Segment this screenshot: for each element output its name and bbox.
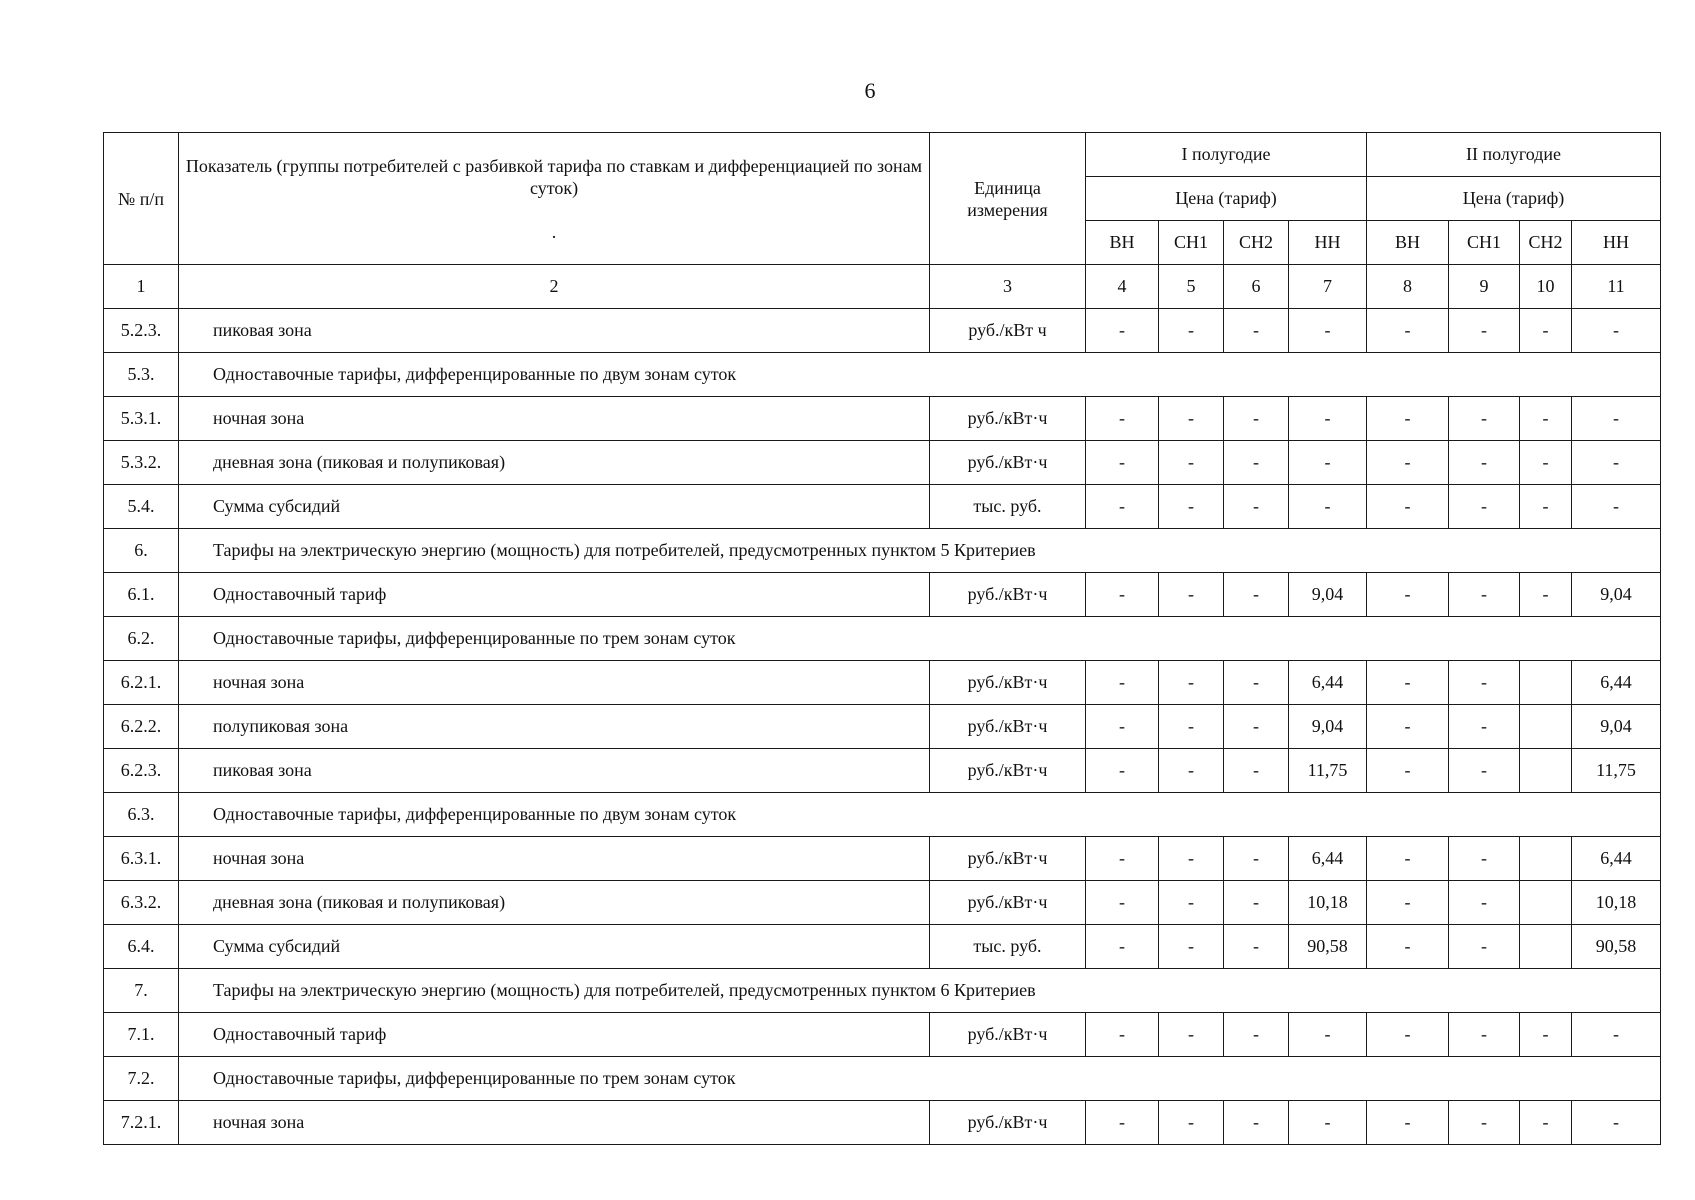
value-cell: - [1572, 441, 1661, 485]
column-number: 4 [1086, 265, 1159, 309]
value-cell: - [1367, 881, 1449, 925]
value-cell: - [1520, 441, 1572, 485]
header-level: НН [1572, 221, 1661, 265]
unit-cell: руб./кВт·ч [930, 573, 1086, 617]
value-cell: - [1224, 837, 1289, 881]
row-number: 6.3.1. [104, 837, 179, 881]
row-number: 6.1. [104, 573, 179, 617]
value-cell: - [1367, 397, 1449, 441]
table-row [104, 837, 1661, 881]
indicator-name: ночная зона [179, 397, 930, 441]
header-level: НН [1289, 221, 1367, 265]
indicator-name: полупиковая зона [179, 705, 930, 749]
value-cell: - [1367, 705, 1449, 749]
value-cell: - [1289, 397, 1367, 441]
unit-cell: руб./кВт·ч [930, 441, 1086, 485]
unit-cell: руб./кВт·ч [930, 749, 1086, 793]
value-cell: - [1224, 1013, 1289, 1057]
row-number: 6.3.2. [104, 881, 179, 925]
value-cell: - [1224, 661, 1289, 705]
header-level: СН2 [1224, 221, 1289, 265]
table-row [104, 1101, 1661, 1145]
indicator-name: Одноставочный тариф [179, 573, 930, 617]
value-cell: - [1367, 661, 1449, 705]
value-cell: - [1224, 925, 1289, 969]
section-title: Одноставочные тарифы, дифференцированные по двум зонам суток [179, 793, 1661, 837]
value-cell: - [1449, 1013, 1520, 1057]
value-cell: 10,18 [1572, 881, 1661, 925]
column-number: 5 [1159, 265, 1224, 309]
row-number: 7. [104, 969, 179, 1013]
value-cell: - [1159, 837, 1224, 881]
table-row [104, 1013, 1661, 1057]
value-cell: - [1289, 441, 1367, 485]
value-cell: - [1159, 881, 1224, 925]
header-level: СН2 [1520, 221, 1572, 265]
section-row [104, 617, 1661, 661]
value-cell: - [1159, 705, 1224, 749]
value-cell: - [1572, 1101, 1661, 1145]
value-cell: 9,04 [1572, 573, 1661, 617]
value-cell: - [1159, 1013, 1224, 1057]
value-cell [1520, 881, 1572, 925]
column-number: 3 [930, 265, 1086, 309]
value-cell: - [1224, 705, 1289, 749]
indicator-name: ночная зона [179, 837, 930, 881]
value-cell: - [1449, 837, 1520, 881]
value-cell: - [1520, 485, 1572, 529]
value-cell [1520, 661, 1572, 705]
value-cell [1520, 749, 1572, 793]
value-cell: - [1449, 309, 1520, 353]
header-price-2: Цена (тариф) [1367, 177, 1661, 221]
column-number: 11 [1572, 265, 1661, 309]
header-level: ВН [1086, 221, 1159, 265]
indicator-name: Одноставочный тариф [179, 1013, 930, 1057]
value-cell: - [1224, 309, 1289, 353]
row-number: 7.2.1. [104, 1101, 179, 1145]
value-cell: - [1449, 661, 1520, 705]
value-cell: 9,04 [1572, 705, 1661, 749]
value-cell: - [1572, 309, 1661, 353]
row-number: 5.4. [104, 485, 179, 529]
indicator-name: дневная зона (пиковая и полупиковая) [179, 441, 930, 485]
value-cell: 6,44 [1289, 661, 1367, 705]
value-cell: - [1289, 1101, 1367, 1145]
page-number: 6 [864, 78, 876, 103]
table-row [104, 397, 1661, 441]
table-row [104, 705, 1661, 749]
value-cell: - [1086, 881, 1159, 925]
value-cell: - [1520, 1013, 1572, 1057]
section-row [104, 969, 1661, 1013]
indicator-name: Сумма субсидий [179, 485, 930, 529]
row-number: 5.3.2. [104, 441, 179, 485]
unit-cell: руб./кВт·ч [930, 1101, 1086, 1145]
section-row [104, 1057, 1661, 1101]
value-cell [1520, 705, 1572, 749]
row-number: 6.2.3. [104, 749, 179, 793]
header-indicator-mark: . [551, 221, 557, 242]
value-cell: - [1086, 705, 1159, 749]
tariff-table [103, 132, 1661, 1145]
value-cell: 9,04 [1289, 705, 1367, 749]
table-row [104, 749, 1661, 793]
value-cell: - [1449, 1101, 1520, 1145]
column-number: 10 [1520, 265, 1572, 309]
value-cell: - [1086, 573, 1159, 617]
value-cell: 6,44 [1572, 661, 1661, 705]
value-cell: - [1520, 397, 1572, 441]
row-number: 6. [104, 529, 179, 573]
value-cell: - [1449, 573, 1520, 617]
value-cell: - [1159, 485, 1224, 529]
value-cell: - [1086, 925, 1159, 969]
value-cell: 90,58 [1289, 925, 1367, 969]
column-number: 8 [1367, 265, 1449, 309]
column-numbers-row [104, 265, 1661, 309]
value-cell: - [1367, 573, 1449, 617]
section-row [104, 353, 1661, 397]
value-cell: - [1159, 441, 1224, 485]
value-cell: - [1224, 573, 1289, 617]
unit-cell: тыс. руб. [930, 485, 1086, 529]
value-cell: - [1449, 925, 1520, 969]
unit-cell: руб./кВт ч [930, 309, 1086, 353]
value-cell: - [1367, 837, 1449, 881]
section-title: Тарифы на электрическую энергию (мощность) для потребителей, предусмотренных пунктом 5 Критериев [179, 529, 1661, 573]
value-cell: 9,04 [1289, 573, 1367, 617]
value-cell: - [1572, 397, 1661, 441]
header-level: СН1 [1159, 221, 1224, 265]
unit-cell: руб./кВт·ч [930, 397, 1086, 441]
value-cell: - [1159, 309, 1224, 353]
indicator-name: дневная зона (пиковая и полупиковая) [179, 881, 930, 925]
value-cell: - [1224, 397, 1289, 441]
table-body [104, 309, 1661, 1145]
header-indicator-text: Показатель (группы потребителей с разбивкой тарифа по ставкам и дифференциацией по зонам суток) [185, 155, 923, 198]
value-cell: - [1367, 749, 1449, 793]
value-cell: - [1449, 441, 1520, 485]
row-number: 7.2. [104, 1057, 179, 1101]
unit-cell: руб./кВт·ч [930, 705, 1086, 749]
table-row [104, 573, 1661, 617]
value-cell: - [1449, 397, 1520, 441]
value-cell: - [1159, 661, 1224, 705]
value-cell: - [1367, 1101, 1449, 1145]
column-number: 9 [1449, 265, 1520, 309]
unit-cell: руб./кВт·ч [930, 837, 1086, 881]
row-number: 5.2.3. [104, 309, 179, 353]
value-cell: - [1086, 1013, 1159, 1057]
value-cell: - [1224, 881, 1289, 925]
table-row [104, 441, 1661, 485]
section-title: Одноставочные тарифы, дифференцированные по трем зонам суток [179, 1057, 1661, 1101]
value-cell: - [1086, 1101, 1159, 1145]
indicator-name: ночная зона [179, 1101, 930, 1145]
table-row [104, 925, 1661, 969]
header-row [104, 133, 1661, 177]
value-cell: - [1289, 485, 1367, 529]
section-row [104, 529, 1661, 573]
section-title: Одноставочные тарифы, дифференцированные по трем зонам суток [179, 617, 1661, 661]
row-number: 6.2. [104, 617, 179, 661]
column-number: 7 [1289, 265, 1367, 309]
row-number: 6.3. [104, 793, 179, 837]
row-number: 6.2.1. [104, 661, 179, 705]
header-num: № п/п [104, 133, 179, 265]
value-cell: - [1520, 573, 1572, 617]
value-cell [1520, 925, 1572, 969]
value-cell: - [1572, 1013, 1661, 1057]
value-cell: - [1449, 749, 1520, 793]
table-row [104, 881, 1661, 925]
column-number: 2 [179, 265, 930, 309]
column-number: 1 [104, 265, 179, 309]
value-cell: - [1086, 837, 1159, 881]
value-cell: - [1159, 397, 1224, 441]
value-cell: - [1086, 397, 1159, 441]
value-cell: - [1367, 925, 1449, 969]
value-cell: - [1086, 485, 1159, 529]
value-cell: - [1572, 485, 1661, 529]
table-row [104, 485, 1661, 529]
value-cell: - [1086, 749, 1159, 793]
header-unit: Единица измерения [930, 133, 1086, 265]
value-cell: 11,75 [1289, 749, 1367, 793]
value-cell: - [1367, 485, 1449, 529]
value-cell: - [1224, 749, 1289, 793]
value-cell: - [1520, 1101, 1572, 1145]
column-number: 6 [1224, 265, 1289, 309]
value-cell: 90,58 [1572, 925, 1661, 969]
table-row [104, 661, 1661, 705]
unit-cell: руб./кВт·ч [930, 661, 1086, 705]
section-title: Одноставочные тарифы, дифференцированные по двум зонам суток [179, 353, 1661, 397]
indicator-name: пиковая зона [179, 749, 930, 793]
value-cell: - [1449, 485, 1520, 529]
value-cell: - [1224, 1101, 1289, 1145]
value-cell: - [1289, 309, 1367, 353]
value-cell: 11,75 [1572, 749, 1661, 793]
value-cell: 10,18 [1289, 881, 1367, 925]
indicator-name: ночная зона [179, 661, 930, 705]
value-cell: - [1159, 573, 1224, 617]
indicator-name: пиковая зона [179, 309, 930, 353]
value-cell: - [1520, 309, 1572, 353]
value-cell: 6,44 [1289, 837, 1367, 881]
row-number: 5.3.1. [104, 397, 179, 441]
value-cell [1520, 837, 1572, 881]
unit-cell: руб./кВт·ч [930, 881, 1086, 925]
value-cell: - [1159, 925, 1224, 969]
section-row [104, 793, 1661, 837]
row-number: 6.2.2. [104, 705, 179, 749]
value-cell: - [1224, 441, 1289, 485]
unit-cell: тыс. руб. [930, 925, 1086, 969]
value-cell: - [1159, 1101, 1224, 1145]
value-cell: - [1289, 1013, 1367, 1057]
value-cell: - [1086, 309, 1159, 353]
value-cell: - [1367, 1013, 1449, 1057]
header-half-1: I полугодие [1086, 133, 1367, 177]
value-cell: - [1159, 749, 1224, 793]
row-number: 7.1. [104, 1013, 179, 1057]
header-half-2: II полугодие [1367, 133, 1661, 177]
table-row [104, 309, 1661, 353]
value-cell: - [1449, 881, 1520, 925]
row-number: 6.4. [104, 925, 179, 969]
row-number: 5.3. [104, 353, 179, 397]
value-cell: 6,44 [1572, 837, 1661, 881]
header-level: СН1 [1449, 221, 1520, 265]
header-level: ВН [1367, 221, 1449, 265]
value-cell: - [1086, 661, 1159, 705]
unit-cell: руб./кВт·ч [930, 1013, 1086, 1057]
value-cell: - [1224, 485, 1289, 529]
value-cell: - [1367, 441, 1449, 485]
header-indicator [179, 133, 930, 265]
value-cell: - [1367, 309, 1449, 353]
indicator-name: Сумма субсидий [179, 925, 930, 969]
header-price-1: Цена (тариф) [1086, 177, 1367, 221]
value-cell: - [1086, 441, 1159, 485]
value-cell: - [1449, 705, 1520, 749]
section-title: Тарифы на электрическую энергию (мощность) для потребителей, предусмотренных пунктом 6 Критериев [179, 969, 1661, 1013]
